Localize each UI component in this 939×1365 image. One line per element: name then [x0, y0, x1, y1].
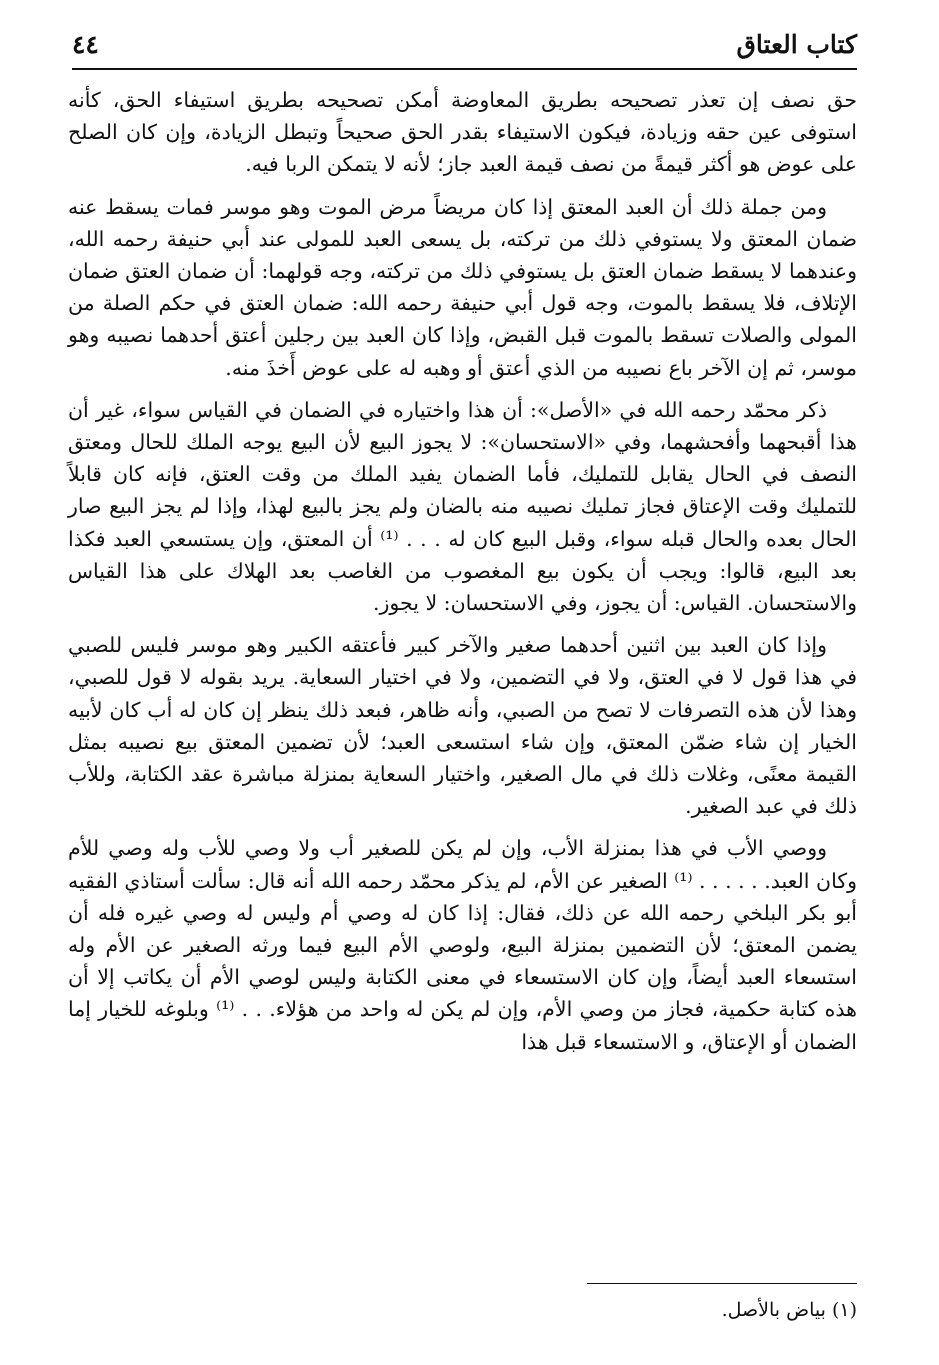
header-rule — [72, 68, 857, 70]
page-number: ٤٤ — [72, 30, 99, 59]
footnote: (١) بياض بالأصل. — [721, 1299, 857, 1321]
paragraph-3: ذكر محمّد رحمه الله في «الأصل»: أن هذا واختياره في الضمان في القياس سواء، غير أن هذا أقبحهما وأفحشهما، وفي «الاستحسان»: لا يجوز البيع لأن البيع يوجه الملك للحال ومعتق النصف في الحال يقابل للتمليك، فأما الضمان يفيد الملك من وقت العتق، فإنه كان قابلاً للتمليك وقت الإعتاق فجاز تمليك نصيبه منه بالضان ولم يجز بالبيع لهذا، وإذا لم يجز البيع صار الحال بعده والحال قبله سواء، وقبل البيع كان له . . . ⁽¹⁾ أن المعتق، وإن يستسعي العبد فكذا بعد البيع، قالوا: ويجب أن يكون بيع المغصوب من الغاصب بعد الهلاك على هذا القياس والاستحسان. القياس: أن يجوز، وفي الاستحسان: لا يجوز. — [68, 397, 857, 616]
page-header — [72, 28, 857, 68]
paragraph-1: حق نصف إن تعذر تصحيحه بطريق المعاوضة أمكن تصحيحه بطريق استيفاء الحق، كأنه استوفى عين حقه وزيادة، فيكون الاستيفاء بقدر الحق صحيحاً وتبطل الزيادة، وإن كان الصلح على عوض هو أكثر قيمةً من نصف قيمة العبد جاز؛ لأنه لا يتمكن الربا فيه. — [68, 88, 857, 177]
footnote-rule — [587, 1283, 857, 1284]
page-body — [68, 84, 857, 1068]
paragraph-4: وإذا كان العبد بين اثنين أحدهما صغير والآخر كبير فأعتقه الكبير وهو موسر فليس للصبي في هذا قول لا في العتق، ولا في التضمين، ولا في اختيار السعاية. يريد بقوله لا قول للصبي، وهذا لأن هذه التصرفات لا تصح من الصبي، وأنه ظاهر، فبعد ذلك ينظر إن كان له أب كان لأبيه الخيار إن شاء ضمّن المعتق، وإن شاء استسعى العبد؛ لأن تضمين المعتق بيع نصيبه بمثل القيمة معنًى، وغلات ذلك في مال الصغير، واختيار السعاية بمنزلة مباشرة عقد الكتابة، وللأب ذلك في عبد الصغير. — [68, 633, 857, 819]
paragraph-2: ومن جملة ذلك أن العبد المعتق إذا كان مريضاً مرض الموت وهو موسر فمات يسقط عنه ضمان المعتق ولا يستوفي ذلك من تركته، بل يسعى العبد للمولى عند أبي حنيفة رحمه الله، وعندهما لا يسقط ضمان العتق بل يستوفي ذلك من تركته، وجه قولهما: أن ضمان العتق ضمان الإتلاف، فلا يسقط بالموت، وجه قول أبي حنيفة رحمه الله: ضمان العتق في حكم الصلة من المولى والصلات تسقط بالموت قبل القبض، وإذا كان العبد بين رجلين أعتق أحدهما نصيبه وهو موسر، ثم إن الآخر باع نصيبه من الذي أعتق أو وهبه له على عوض أَخذَ منه. — [68, 194, 857, 380]
paragraph-5: ووصي الأب في هذا بمنزلة الأب، وإن لم يكن للصغير أب ولا وصي للأب وله وصي للأم وكان العبد. . . . . . ⁽¹⁾ الصغير عن الأم، لم يذكر محمّد رحمه الله أنه قال: سألت أستاذي الفقيه أبو بكر البلخي رحمه الله عن ذلك، فقال: إذا كان له وصي أم وليس له وصي غيره فله أن يضمن المعتق؛ لأن التضمين بمنزلة البيع، ولوصي الأم البيع فيما ورثه الصغير عن الأم وله استسعاء العبد أيضاً، وإن كان الاستسعاء في معنى الكتابة وليس لوصي الأم أن يكاتب إلا أن هذه كتابة حكمية، فجاز من وصي الأم، وإن لم يكن له واحد من هؤلاء. . . ⁽¹⁾ وبلوغه للخيار إما الضمان أو الإعتاق، و الاستسعاء قبل هذا — [68, 836, 857, 1054]
running-title: كتاب العتاق — [736, 30, 857, 59]
